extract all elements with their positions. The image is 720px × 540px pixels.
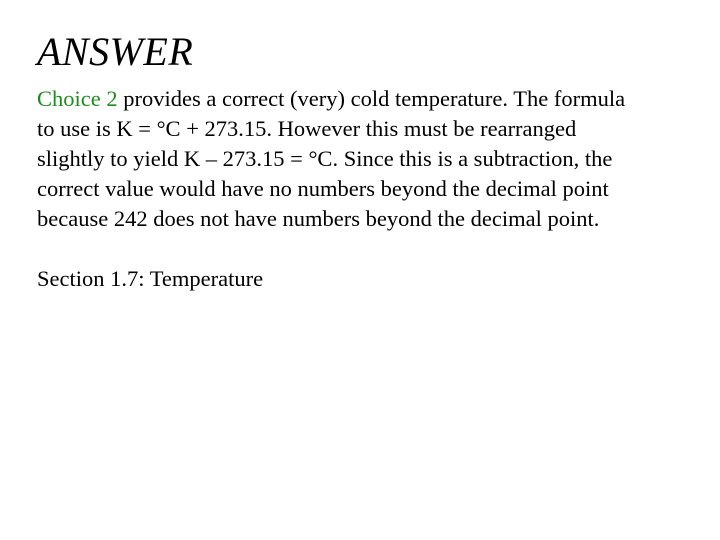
answer-line-2: to use is K = °C + 273.15. However this must be rearranged (37, 116, 577, 141)
choice-label: Choice 2 (37, 86, 118, 111)
answer-line-1-text: provides a correct (very) cold temperature. The formula (117, 86, 626, 111)
slide-title: ANSWER (37, 29, 194, 74)
answer-line-3: slightly to yield K – 273.15 = °C. Since this is a subtraction, the (37, 146, 613, 171)
answer-line-4: correct value would have no numbers beyond the decimal point (37, 176, 609, 201)
answer-line-1 (37, 84, 687, 114)
section-reference: Section 1.7: Temperature (37, 266, 264, 291)
answer-paragraph (37, 84, 687, 234)
answer-body (37, 84, 687, 294)
answer-line-5: because 242 does not have numbers beyond the decimal point. (37, 206, 600, 231)
